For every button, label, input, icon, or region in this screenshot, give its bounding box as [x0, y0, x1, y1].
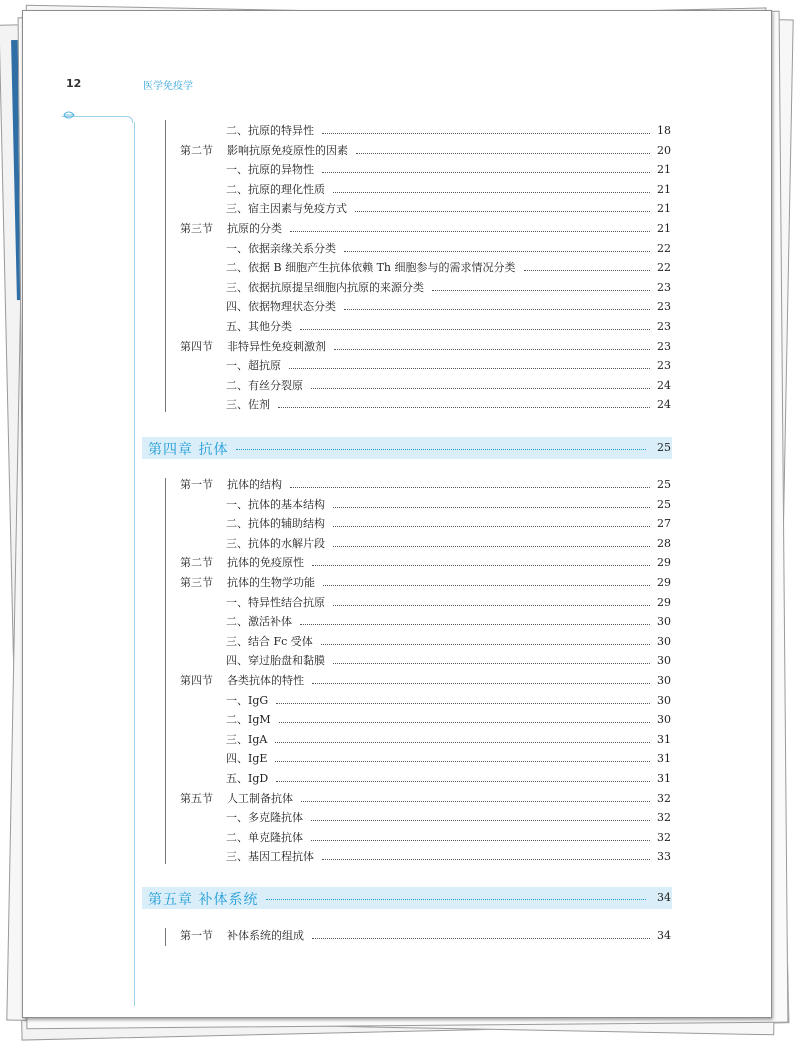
- entry-page: 23: [657, 359, 671, 373]
- chapter-page: 25: [657, 441, 671, 454]
- entry-page: 20: [657, 143, 671, 157]
- leader-dots: [333, 526, 650, 527]
- entry-page: 29: [657, 595, 671, 609]
- leader-dots: [322, 859, 650, 860]
- toc-section-entry[interactable]: [0, 475, 800, 494]
- toc-subsection-entry[interactable]: [0, 749, 800, 768]
- entry-title: 一、超抗原: [226, 359, 281, 373]
- leader-dots: [311, 388, 650, 389]
- section-number: 第二节: [180, 556, 213, 570]
- toc-subsection-entry[interactable]: [0, 534, 800, 553]
- leader-dots: [289, 368, 650, 369]
- entry-page: 31: [657, 772, 671, 785]
- entry-page: 33: [657, 850, 671, 864]
- leader-dots: [311, 840, 650, 841]
- entry-page: 21: [657, 222, 671, 235]
- toc-subsection-entry[interactable]: [0, 317, 800, 336]
- leader-dots: [321, 644, 650, 645]
- entry-page: 30: [657, 713, 671, 727]
- toc-subsection-entry[interactable]: [0, 395, 800, 414]
- entry-page: 18: [657, 124, 671, 137]
- toc-subsection-entry[interactable]: [0, 847, 800, 866]
- entry-page: 28: [657, 536, 671, 550]
- entry-title: 一、特异性结合抗原: [226, 595, 325, 609]
- entry-page: 22: [657, 261, 671, 275]
- toc-section-entry[interactable]: [0, 219, 800, 238]
- entry-title: 人工制备抗体: [227, 791, 293, 805]
- leader-dots: [312, 683, 650, 684]
- toc-section-entry[interactable]: [0, 926, 800, 945]
- entry-title: 抗体的免疫原性: [227, 556, 304, 570]
- entry-page: 30: [657, 674, 671, 687]
- leader-dots: [333, 605, 650, 606]
- toc-subsection-entry[interactable]: [0, 199, 800, 218]
- entry-title: 三、宿主因素与免疫方式: [226, 202, 347, 216]
- entry-page: 21: [657, 182, 671, 196]
- leader-dots: [312, 938, 650, 939]
- entry-title: 四、依据物理状态分类: [226, 300, 336, 314]
- toc-subsection-entry[interactable]: [0, 730, 800, 749]
- leader-dots: [323, 585, 650, 586]
- entry-page: 31: [657, 752, 671, 766]
- section-number: 第二节: [180, 143, 213, 157]
- chapter-heading[interactable]: [142, 887, 672, 909]
- leader-dots: [333, 507, 650, 508]
- leader-dots: [275, 742, 650, 743]
- toc-subsection-entry[interactable]: [0, 495, 800, 514]
- entry-page: 30: [657, 615, 671, 629]
- entry-title: 三、基因工程抗体: [226, 850, 314, 864]
- entry-page: 24: [657, 378, 671, 392]
- toc-subsection-entry[interactable]: [0, 356, 800, 375]
- entry-title: 二、激活补体: [226, 615, 292, 629]
- entry-page: 30: [657, 654, 671, 668]
- entry-page: 23: [657, 280, 671, 294]
- section-number: 第三节: [180, 222, 213, 235]
- leader-dots: [276, 781, 650, 782]
- entry-title: 补体系统的组成: [227, 929, 304, 942]
- entry-title: 抗体的结构: [227, 478, 282, 491]
- toc-subsection-entry[interactable]: [0, 828, 800, 847]
- toc-subsection-entry[interactable]: [0, 593, 800, 612]
- entry-title: 三、佐剂: [226, 398, 270, 412]
- entry-title: 三、依据抗原提呈细胞内抗原的来源分类: [226, 280, 424, 294]
- entry-title: 非特异性免疫刺激剂: [227, 339, 326, 353]
- toc-section-entry[interactable]: [0, 141, 800, 160]
- page-number: 12: [66, 77, 82, 90]
- entry-page: 29: [657, 556, 671, 570]
- toc-section-entry[interactable]: [0, 789, 800, 808]
- toc-subsection-entry[interactable]: [0, 769, 800, 788]
- entry-title: 各类抗体的特性: [227, 674, 304, 687]
- section-number: 第四节: [180, 674, 213, 687]
- toc-subsection-entry[interactable]: [0, 632, 800, 651]
- section-number: 第四节: [180, 339, 213, 353]
- toc-subsection-entry[interactable]: [0, 710, 800, 729]
- toc-section-entry[interactable]: [0, 573, 800, 592]
- section-number: 第一节: [180, 478, 213, 491]
- leader-dots: [356, 153, 650, 154]
- entry-title: 二、单克隆抗体: [226, 830, 303, 844]
- toc-subsection-entry[interactable]: [0, 514, 800, 533]
- leader-dots: [279, 722, 650, 723]
- leader-dots: [355, 211, 650, 212]
- leader-dots: [278, 407, 650, 408]
- leader-dots: [290, 231, 650, 232]
- entry-title: 一、依据亲缘关系分类: [226, 241, 336, 255]
- toc-subsection-entry[interactable]: [0, 239, 800, 258]
- entry-page: 22: [657, 241, 671, 255]
- leader-dots: [334, 349, 650, 350]
- toc-subsection-entry[interactable]: [0, 691, 800, 710]
- leader-dots: [344, 309, 650, 310]
- leader-dots: [301, 801, 650, 802]
- entry-page: 29: [657, 576, 671, 589]
- chapter-title: 第四章 抗体: [148, 442, 229, 458]
- toc-subsection-entry[interactable]: [0, 376, 800, 395]
- toc-section-entry[interactable]: [0, 671, 800, 690]
- entry-title: 二、有丝分裂原: [226, 378, 303, 392]
- toc-subsection-entry[interactable]: [0, 278, 800, 297]
- entry-page: 23: [657, 300, 671, 314]
- chapter-title: 第五章 补体系统: [148, 892, 259, 908]
- entry-title: 一、抗体的基本结构: [226, 497, 325, 511]
- leader-dots: [266, 899, 646, 900]
- leader-dots: [236, 449, 646, 450]
- entry-title: 五、其他分类: [226, 320, 292, 333]
- entry-page: 23: [657, 339, 671, 353]
- entry-title: 一、抗原的异物性: [226, 163, 314, 177]
- entry-page: 27: [657, 517, 671, 531]
- toc-subsection-entry[interactable]: [0, 160, 800, 179]
- toc-subsection-entry[interactable]: [0, 297, 800, 316]
- leader-dots: [311, 820, 650, 821]
- running-header-title: 医学免疫学: [143, 81, 193, 92]
- entry-page: 30: [657, 693, 671, 707]
- toc-subsection-entry[interactable]: [0, 121, 800, 140]
- entry-title: 五、IgD: [226, 772, 269, 785]
- entry-page: 21: [657, 163, 671, 177]
- leader-dots: [322, 172, 650, 173]
- leader-dots: [333, 663, 650, 664]
- leader-dots: [300, 329, 650, 330]
- leader-dots: [524, 270, 650, 271]
- entry-page: 30: [657, 634, 671, 648]
- toc-section-entry[interactable]: [0, 337, 800, 356]
- chapter-heading[interactable]: [142, 437, 672, 459]
- entry-title: 二、IgM: [226, 713, 271, 727]
- entry-title: 一、多克隆抗体: [226, 811, 303, 825]
- leader-dots: [290, 487, 650, 488]
- entry-page: 32: [657, 811, 671, 825]
- toc-subsection-entry[interactable]: [0, 612, 800, 631]
- entry-page: 21: [657, 202, 671, 216]
- section-number: 第一节: [180, 929, 213, 942]
- entry-title: 二、依据 B 细胞产生抗体依赖 Th 细胞参与的需求情况分类: [226, 261, 516, 275]
- leaf-icon: [63, 111, 75, 119]
- section-number: 第三节: [180, 576, 213, 589]
- leader-dots: [300, 624, 650, 625]
- entry-title: 抗原的分类: [227, 222, 282, 235]
- entry-page: 25: [657, 478, 671, 491]
- entry-page: 32: [657, 830, 671, 844]
- leader-dots: [276, 703, 650, 704]
- entry-page: 32: [657, 791, 671, 805]
- entry-title: 一、IgG: [226, 693, 269, 707]
- toc-subsection-entry[interactable]: [0, 258, 800, 277]
- section-number: 第五节: [180, 791, 213, 805]
- leader-dots: [322, 133, 650, 134]
- leader-dots: [344, 251, 650, 252]
- toc-subsection-entry[interactable]: [0, 651, 800, 670]
- entry-page: 23: [657, 320, 671, 333]
- entry-page: 31: [657, 732, 671, 746]
- leader-dots: [432, 290, 650, 291]
- chapter-page: 34: [657, 891, 671, 904]
- entry-page: 24: [657, 398, 671, 412]
- toc-subsection-entry[interactable]: [0, 808, 800, 827]
- leader-dots: [312, 565, 650, 566]
- entry-title: 三、结合 Fc 受体: [226, 634, 313, 648]
- entry-title: 三、抗体的水解片段: [226, 536, 325, 550]
- entry-title: 三、IgA: [226, 732, 268, 746]
- entry-title: 四、IgE: [226, 752, 268, 766]
- entry-page: 25: [657, 497, 671, 511]
- leader-dots: [333, 546, 650, 547]
- toc-section-entry[interactable]: [0, 553, 800, 572]
- toc-subsection-entry[interactable]: [0, 180, 800, 199]
- leader-dots: [333, 192, 650, 193]
- entry-title: 抗体的生物学功能: [227, 576, 315, 589]
- entry-title: 四、穿过胎盘和黏膜: [226, 654, 325, 668]
- entry-title: 影响抗原免疫原性的因素: [227, 143, 348, 157]
- entry-page: 34: [657, 929, 671, 942]
- leader-dots: [275, 761, 650, 762]
- entry-title: 二、抗原的特异性: [226, 124, 314, 137]
- entry-title: 二、抗体的辅助结构: [226, 517, 325, 531]
- entry-title: 二、抗原的理化性质: [226, 182, 325, 196]
